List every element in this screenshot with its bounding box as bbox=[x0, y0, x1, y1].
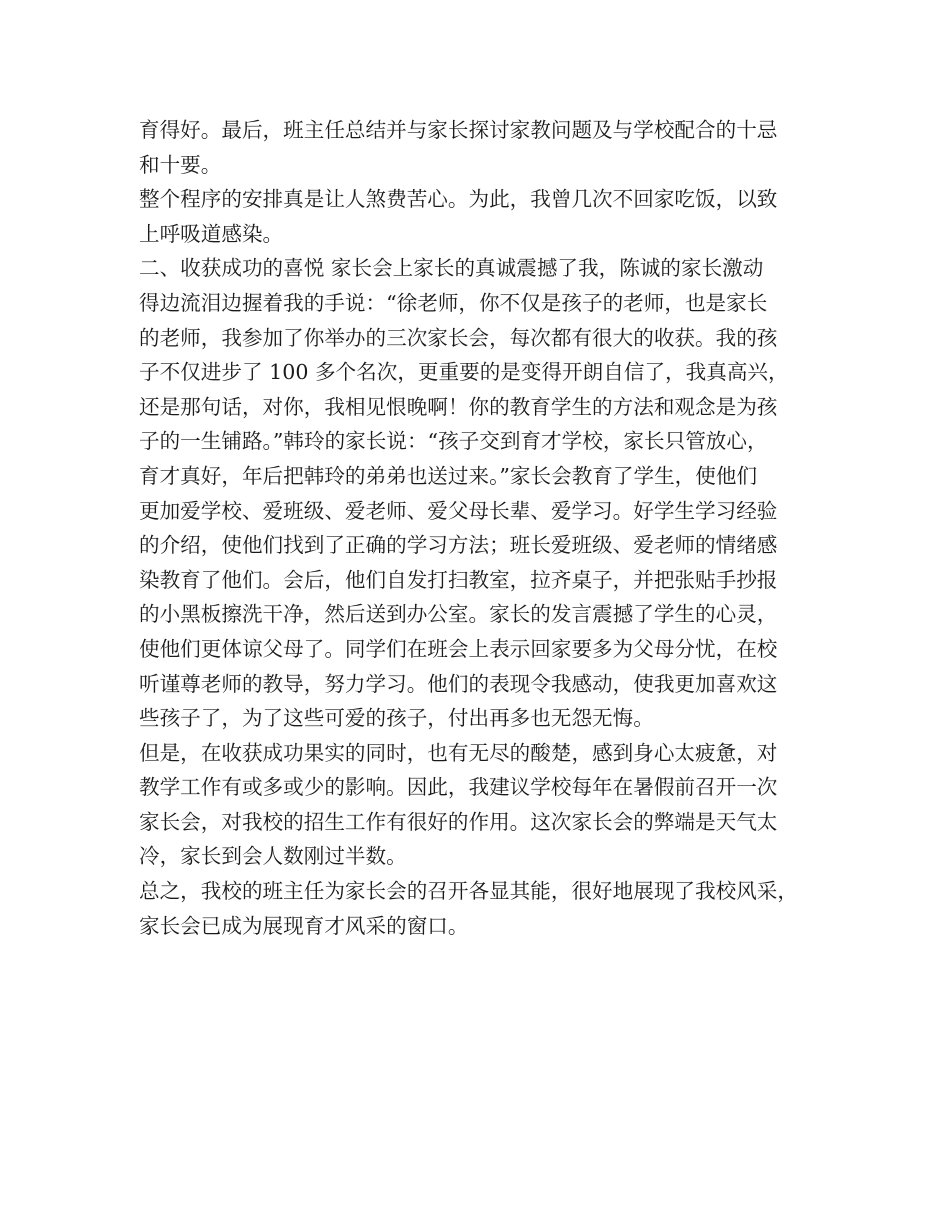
text-line: 二、收获成功的喜悦 家长会上家长的真诚震撼了我，陈诚的家长激动 bbox=[139, 256, 764, 281]
text-line: 得边流泪边握着我的手说：“徐老师，你不仅是孩子的老师，也是家长 bbox=[139, 290, 768, 315]
paragraph bbox=[139, 113, 821, 182]
text-line: 总之，我校的班主任为家长会的召开各显其能，很好地展现了我校风采， bbox=[139, 879, 798, 904]
paragraph bbox=[139, 874, 821, 943]
text-line: 染教育了他们。会后，他们自发打扫教室，拉齐桌子，并把张贴手抄报 bbox=[139, 567, 778, 592]
text-line: 子不仅进步了 100 多个名次，更重要的是变得开朗自信了，我真高兴， bbox=[139, 360, 789, 385]
paragraph bbox=[139, 736, 821, 874]
text-line: 和十要。 bbox=[139, 152, 222, 177]
text-line: 的介绍，使他们找到了正确的学习方法；班长爱班级、爱老师的情绪感 bbox=[139, 533, 778, 558]
text-line: 育得好。最后，班主任总结并与家长探讨家教问题及与学校配合的十忌 bbox=[139, 118, 778, 142]
paragraph bbox=[139, 251, 821, 735]
document-body bbox=[139, 113, 821, 943]
text-line: 整个程序的安排真是让人煞费苦心。为此，我曾几次不回家吃饭，以致 bbox=[139, 187, 778, 212]
text-line: 的老师，我参加了你举办的三次家长会，每次都有很大的收获。我的孩 bbox=[139, 325, 778, 350]
text-line: 些孩子了，为了这些可爱的孩子，付出再多也无怨无悔。 bbox=[139, 706, 654, 731]
text-line: 上呼吸道感染。 bbox=[139, 221, 284, 246]
text-line: 更加爱学校、爱班级、爱老师、爱父母长辈、爱学习。好学生学习经验 bbox=[139, 498, 778, 523]
text-line: 家长会已成为展现育才风采的窗口。 bbox=[139, 913, 469, 938]
text-line: 听谨尊老师的教导，努力学习。他们的表现令我感动，使我更加喜欢这 bbox=[139, 671, 778, 696]
text-line: 子的一生铺路。”韩玲的家长说：“孩子交到育才学校，家长只管放心， bbox=[139, 429, 768, 454]
text-line: 还是那句话，对你，我相见恨晚啊！你的教育学生的方法和观念是为孩 bbox=[139, 394, 778, 419]
text-line: 但是，在收获成功果实的同时，也有无尽的酸楚，感到身心太疲惫，对 bbox=[139, 740, 778, 765]
text-line: 育才真好，年后把韩玲的弟弟也送过来。”家长会教育了学生，使他们 bbox=[139, 463, 758, 488]
text-line: 的小黑板擦洗干净，然后送到办公室。家长的发言震撼了学生的心灵， bbox=[139, 602, 778, 627]
text-line: 使他们更体谅父母了。同学们在班会上表示回家要多为父母分忧，在校 bbox=[139, 636, 778, 661]
text-line: 冷，家长到会人数刚过半数。 bbox=[139, 844, 407, 869]
paragraph bbox=[139, 182, 821, 251]
text-line: 教学工作有或多或少的影响。因此，我建议学校每年在暑假前召开一次 bbox=[139, 775, 778, 800]
text-line: 家长会，对我校的招生工作有很好的作用。这次家长会的弊端是天气太 bbox=[139, 809, 778, 834]
